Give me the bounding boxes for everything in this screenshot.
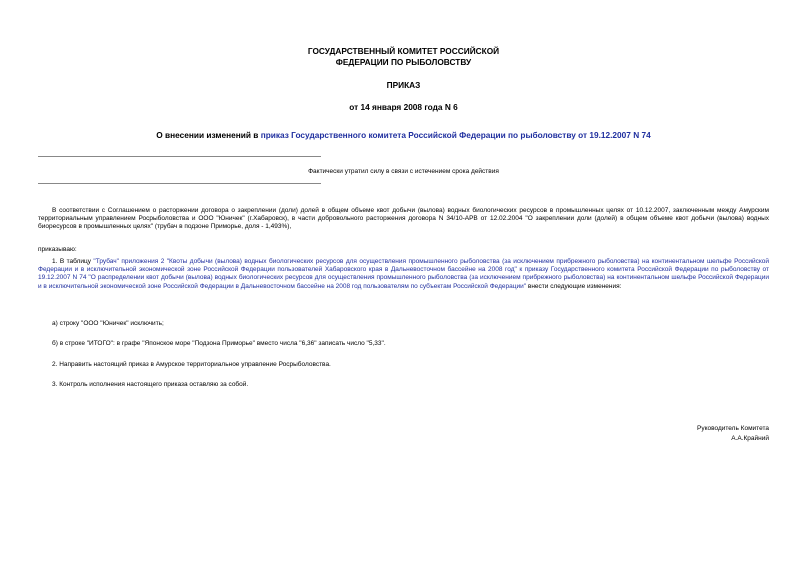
divider-top [38, 156, 321, 157]
issuer-line-2: ФЕДЕРАЦИИ ПО РЫБОЛОВСТВУ [335, 56, 472, 67]
item-2-paragraph: 2. Направить настоящий приказ в Амурское территориальное управление Росрыболовства. [52, 361, 331, 368]
signature-name: А.А.Крайний [731, 435, 769, 442]
subject-link[interactable]: приказ Государственного комитета Российской Федерации по рыболовству от 19.12.2007 N 74 [260, 130, 651, 140]
document-subject [0, 130, 807, 141]
divider-bottom [38, 183, 321, 184]
item-1-suffix: внести следующие изменения: [526, 282, 622, 290]
order-label: ПРИКАЗ [386, 80, 421, 90]
preamble-paragraph: В соответствии с Соглашением о расторжении договора о закреплении (доли) долей в общем объеме квот добычи (вылова) водных биологических ресурсов в промышленных целях от 10.12.2007, заключенным между Амурским территориальным управлением Росрыболовства и ООО "Юничек" (г.Хабаровск), в части добровольного расторжения договора N 34/10-АРВ от 12.02.2004 "О закреплении доли (долей) в общем объеме квот добычи (вылова) водных биоресурсов в промышленных целях" (трубач в подзоне Приморье, доля - 1,493%), [38, 207, 769, 231]
document-header [0, 46, 807, 67]
sub-item-b: б) в строке "ИТОГО": в графе "Японское море "Подзона Приморье" вместо числа "6,36" записать число "5,33". [52, 340, 386, 347]
item-1-link[interactable]: "Трубач" приложения 2 "Квоты добычи (вылова) водных биологических ресурсов для осуществления промышленного рыболовства (за исключением прибрежного рыболовства) на континентальном шельфе Российской Федерации и в исключительной экономической зоне Российской Федерации пользователей Хабаровского края в Дальневосточном бассейне на 2008 год" к приказу Государственного комитета Российской Федерации по рыболовству от 19.12.2007 N 74 "О распределении квот добычи (вылова) водных биологических ресурсов для осуществления промышленного рыболовства (за исключением прибрежного рыболовства) на континентальном шельфе Российской Федерации и в исключительной экономической зоне Российской Федерации в Дальневосточном бассейне на 2008 год пользователям по субъектам Российской Федерации" [38, 258, 769, 290]
order-date: от 14 января 2008 года N 6 [349, 102, 458, 112]
item-1-prefix: 1. В таблицу [52, 258, 94, 265]
signature-title: Руководитель Комитета [696, 425, 769, 432]
item-1-paragraph [38, 258, 769, 291]
sub-item-a: а) строку "ООО "Юничек" исключить; [52, 320, 164, 327]
signature-block [697, 424, 769, 444]
status-note: Фактически утратил силу в связи с истечением срока действия [308, 168, 499, 175]
subject-prefix: О внесении изменений в [156, 130, 261, 140]
item-3-paragraph: 3. Контроль исполнения настоящего приказа оставляю за собой. [52, 381, 249, 388]
issuer-line-1: ГОСУДАРСТВЕННЫЙ КОМИТЕТ РОССИЙСКОЙ [307, 46, 500, 56]
order-word: приказываю: [38, 246, 77, 253]
